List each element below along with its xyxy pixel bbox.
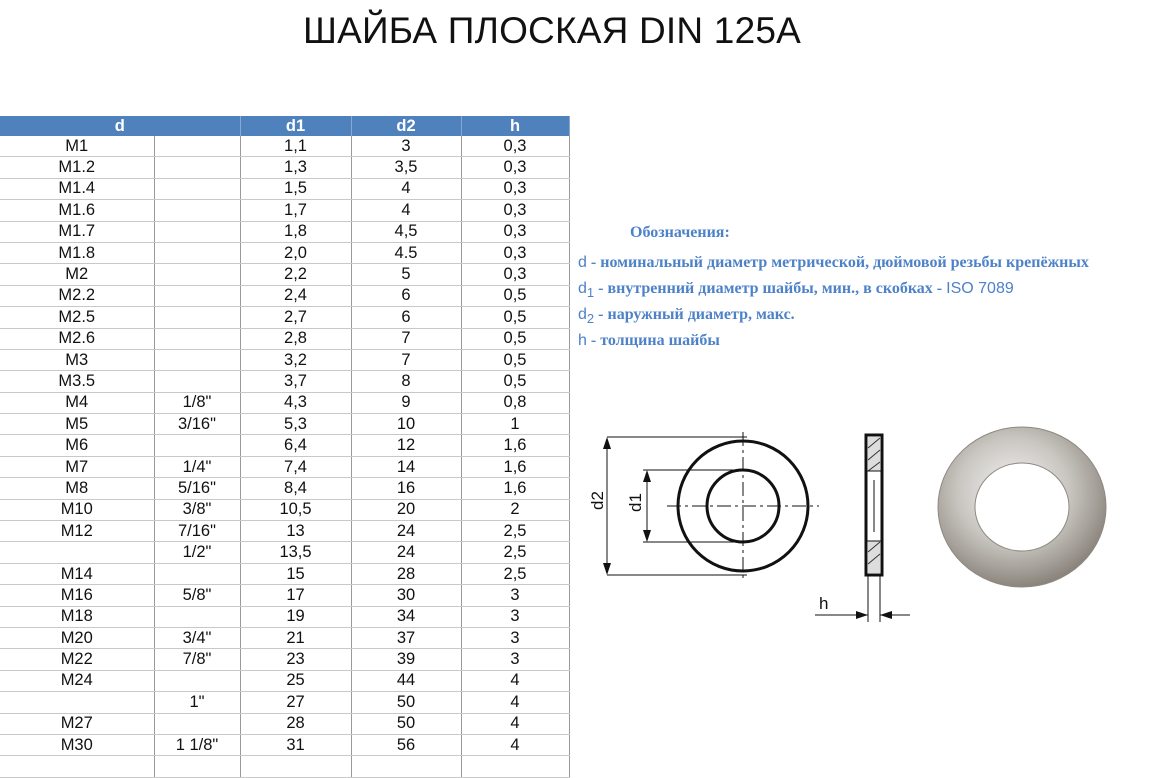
cell-h: 4 <box>461 692 569 713</box>
cell-h: 2,5 <box>461 563 569 584</box>
cell-d2: 28 <box>351 563 461 584</box>
legend-item-h: h - толщина шайбы <box>578 332 720 349</box>
table-row <box>0 392 569 413</box>
cell-d1: 17 <box>240 585 351 606</box>
table-row <box>0 499 569 520</box>
cell-d2: 9 <box>351 392 461 413</box>
cell-size-metric: M16 <box>0 585 154 606</box>
cell-h: 0,8 <box>461 392 569 413</box>
cell-d2: 8 <box>351 371 461 392</box>
cell-size-inch: 7/16" <box>154 521 240 542</box>
cell-h: 2,5 <box>461 521 569 542</box>
cell-size-metric: M2.6 <box>0 328 154 349</box>
table-row <box>0 285 569 306</box>
table-row <box>0 414 569 435</box>
cell-d2: 34 <box>351 606 461 627</box>
cell-d1: 31 <box>240 734 351 755</box>
cell-size-metric: M1.4 <box>0 178 154 199</box>
cell-size-inch <box>154 328 240 349</box>
cell-size-inch: 5/16" <box>154 478 240 499</box>
table-row <box>0 734 569 755</box>
cell-h: 4 <box>461 734 569 755</box>
cell-h: 3 <box>461 649 569 670</box>
cell-size-inch <box>154 242 240 263</box>
cell-h: 0,3 <box>461 136 569 157</box>
cell-size-inch <box>154 670 240 691</box>
cell-size-inch: 1" <box>154 692 240 713</box>
cell-size-inch <box>154 349 240 370</box>
cell-d1: 8,4 <box>240 478 351 499</box>
cell-d1: 13,5 <box>240 542 351 563</box>
cell-size-metric <box>0 692 154 713</box>
washer-spec-table <box>0 116 570 778</box>
table-row <box>0 542 569 563</box>
cell-d2: 4 <box>351 200 461 221</box>
cell-size-metric: M1.8 <box>0 242 154 263</box>
table-row <box>0 264 569 285</box>
cell-h: 3 <box>461 606 569 627</box>
table-row <box>0 670 569 691</box>
cell-h: 0,3 <box>461 200 569 221</box>
washer-front-view <box>588 432 819 580</box>
cell-d2: 50 <box>351 692 461 713</box>
cell-size-metric: M1.2 <box>0 157 154 178</box>
cell-d1: 3,2 <box>240 349 351 370</box>
cell-size-inch <box>154 221 240 242</box>
cell-h: 0,5 <box>461 371 569 392</box>
legend-item-d2: $d_2$ - наружный диаметр, макс. <box>578 306 795 327</box>
cell-d1: 15 <box>240 563 351 584</box>
cell-d2: 20 <box>351 499 461 520</box>
cell-d2: 7 <box>351 328 461 349</box>
table-row <box>0 371 569 392</box>
cell-size-metric: M20 <box>0 627 154 648</box>
cell-h: 0,5 <box>461 349 569 370</box>
cell-d2: 24 <box>351 521 461 542</box>
cell-size-inch: 1 1/8" <box>154 734 240 755</box>
cell-h: 0,3 <box>461 264 569 285</box>
cell-d1: 19 <box>240 606 351 627</box>
cell-size-inch <box>154 178 240 199</box>
cell-h: 4 <box>461 670 569 691</box>
cell-d1: 6,4 <box>240 435 351 456</box>
cell-h: 0,5 <box>461 285 569 306</box>
cell-size-metric: M10 <box>0 499 154 520</box>
cell-d1: 1,3 <box>240 157 351 178</box>
cell-d2: 30 <box>351 585 461 606</box>
cell-size-metric: M8 <box>0 478 154 499</box>
cell-size-inch: 3/4" <box>154 627 240 648</box>
cell-h: 3 <box>461 585 569 606</box>
cell-d1: 27 <box>240 692 351 713</box>
cell-size-metric: M22 <box>0 649 154 670</box>
cell-d1: 13 <box>240 521 351 542</box>
header-d1: d1 <box>240 116 351 136</box>
cell-h: 2,5 <box>461 542 569 563</box>
cell-h: 1,6 <box>461 435 569 456</box>
cell-d2: 37 <box>351 627 461 648</box>
table-row <box>0 521 569 542</box>
cell-size-inch <box>154 435 240 456</box>
cell-size-inch <box>154 713 240 734</box>
table-row <box>0 692 569 713</box>
header-d2: d2 <box>351 116 461 136</box>
cell-h: 3 <box>461 627 569 648</box>
page-title: ШАЙБА ПЛОСКАЯ DIN 125A <box>302 10 802 51</box>
cell-d1: 28 <box>240 713 351 734</box>
cell-size-inch: 1/8" <box>154 392 240 413</box>
cell-size-metric <box>0 542 154 563</box>
cell-size-metric: M2.2 <box>0 285 154 306</box>
cell-size-metric: M18 <box>0 606 154 627</box>
table-row <box>0 307 569 328</box>
cell-d2: 6 <box>351 285 461 306</box>
cell-d1: 2,2 <box>240 264 351 285</box>
table-row <box>0 585 569 606</box>
cell-size-metric: M7 <box>0 456 154 477</box>
cell-d2: 50 <box>351 713 461 734</box>
cell-h: 0,3 <box>461 221 569 242</box>
cell-d1: 5,3 <box>240 414 351 435</box>
table-row <box>0 200 569 221</box>
cell-size-metric: M3.5 <box>0 371 154 392</box>
cell-d2: 4,5 <box>351 221 461 242</box>
header-h: h <box>461 116 569 136</box>
cell-size-metric: M14 <box>0 563 154 584</box>
cell-d1: 4,3 <box>240 392 351 413</box>
table-row <box>0 242 569 263</box>
cell-d2: 3 <box>351 136 461 157</box>
table-row <box>0 456 569 477</box>
table-row <box>0 178 569 199</box>
cell-h: 2 <box>461 499 569 520</box>
table-row <box>0 136 569 157</box>
cell-h: 0,3 <box>461 157 569 178</box>
table-row <box>0 435 569 456</box>
cell-d2: 56 <box>351 734 461 755</box>
cell-h: 4 <box>461 713 569 734</box>
cell-d2: 4.5 <box>351 242 461 263</box>
table-header-row <box>0 116 569 136</box>
table-row <box>0 221 569 242</box>
cell-size-inch <box>154 157 240 178</box>
cell-size-inch: 3/8" <box>154 499 240 520</box>
cell-d2: 12 <box>351 435 461 456</box>
cell-size-inch: 3/16" <box>154 414 240 435</box>
cell-d2: 6 <box>351 307 461 328</box>
cell-d2: 7 <box>351 349 461 370</box>
cell-d2: 39 <box>351 649 461 670</box>
cell-d1: 7,4 <box>240 456 351 477</box>
legend <box>578 224 1089 354</box>
table-row <box>0 713 569 734</box>
cell-d2: 24 <box>351 542 461 563</box>
cell-d2: 5 <box>351 264 461 285</box>
cell-d1: 1,5 <box>240 178 351 199</box>
cell-d2: 10 <box>351 414 461 435</box>
cell-size-metric: M1.6 <box>0 200 154 221</box>
cell-size-inch: 1/4" <box>154 456 240 477</box>
cell-size-metric: M2.5 <box>0 307 154 328</box>
cell-size-inch <box>154 606 240 627</box>
table-row <box>0 606 569 627</box>
cell-d1: 1,1 <box>240 136 351 157</box>
legend-item-d1: $d_1$ - внутренний диаметр шайбы, мин., в скобках - ISO 7089 <box>578 280 1014 301</box>
cell-size-inch: 1/2" <box>154 542 240 563</box>
cell-d1: 3,7 <box>240 371 351 392</box>
cell-size-inch: 5/8" <box>154 585 240 606</box>
cell-d1: 2,4 <box>240 285 351 306</box>
table-row <box>0 756 569 777</box>
cell-h: 0,3 <box>461 242 569 263</box>
cell-d2: 4 <box>351 178 461 199</box>
table-row <box>0 349 569 370</box>
cell-h: 0,3 <box>461 178 569 199</box>
cell-size-metric: M4 <box>0 392 154 413</box>
table-row <box>0 649 569 670</box>
cell-size-metric: M27 <box>0 713 154 734</box>
cell-size-inch <box>154 136 240 157</box>
cell-size-inch <box>154 200 240 221</box>
cell-size-metric: M12 <box>0 521 154 542</box>
cell-d2 <box>351 756 461 777</box>
legend-heading: Обозначения: <box>630 224 730 241</box>
cell-size-inch <box>154 371 240 392</box>
label-d2: d2 <box>588 491 607 510</box>
cell-size-inch <box>154 756 240 777</box>
cell-size-inch <box>154 307 240 328</box>
cell-size-inch: 7/8" <box>154 649 240 670</box>
cell-d1: 1,7 <box>240 200 351 221</box>
cell-size-metric: M30 <box>0 734 154 755</box>
cell-size-inch <box>154 285 240 306</box>
label-d1: d1 <box>626 493 645 512</box>
cell-d1 <box>240 756 351 777</box>
cell-h: 1,6 <box>461 456 569 477</box>
cell-h <box>461 756 569 777</box>
table-row <box>0 157 569 178</box>
cell-d2: 16 <box>351 478 461 499</box>
cell-size-metric: M1 <box>0 136 154 157</box>
label-h: h <box>819 594 829 613</box>
cell-d1: 2,8 <box>240 328 351 349</box>
cell-size-inch <box>154 563 240 584</box>
cell-d1: 1,8 <box>240 221 351 242</box>
legend-item-d: d - номинальный диаметр метрической, дюймовой резьбы крепёжных <box>578 254 1089 271</box>
table-row <box>0 328 569 349</box>
table-row <box>0 478 569 499</box>
cell-size-metric <box>0 756 154 777</box>
cell-d2: 3,5 <box>351 157 461 178</box>
cell-h: 1,6 <box>461 478 569 499</box>
cell-size-metric: M5 <box>0 414 154 435</box>
cell-size-inch <box>154 264 240 285</box>
cell-d1: 21 <box>240 627 351 648</box>
cell-d1: 23 <box>240 649 351 670</box>
cell-d1: 2,7 <box>240 307 351 328</box>
cell-d2: 14 <box>351 456 461 477</box>
washer-photo <box>938 427 1106 587</box>
cell-size-metric: M24 <box>0 670 154 691</box>
cell-h: 1 <box>461 414 569 435</box>
cell-size-metric: M3 <box>0 349 154 370</box>
cell-d1: 10,5 <box>240 499 351 520</box>
header-d: d <box>0 116 240 136</box>
washer-side-view <box>815 435 910 622</box>
cell-d2: 44 <box>351 670 461 691</box>
cell-d1: 2,0 <box>240 242 351 263</box>
cell-d1: 25 <box>240 670 351 691</box>
table-row <box>0 627 569 648</box>
washer-technical-drawing <box>585 420 1145 630</box>
cell-h: 0,5 <box>461 307 569 328</box>
cell-h: 0,5 <box>461 328 569 349</box>
cell-size-metric: M6 <box>0 435 154 456</box>
table-row <box>0 563 569 584</box>
cell-size-metric: M1.7 <box>0 221 154 242</box>
cell-size-metric: M2 <box>0 264 154 285</box>
